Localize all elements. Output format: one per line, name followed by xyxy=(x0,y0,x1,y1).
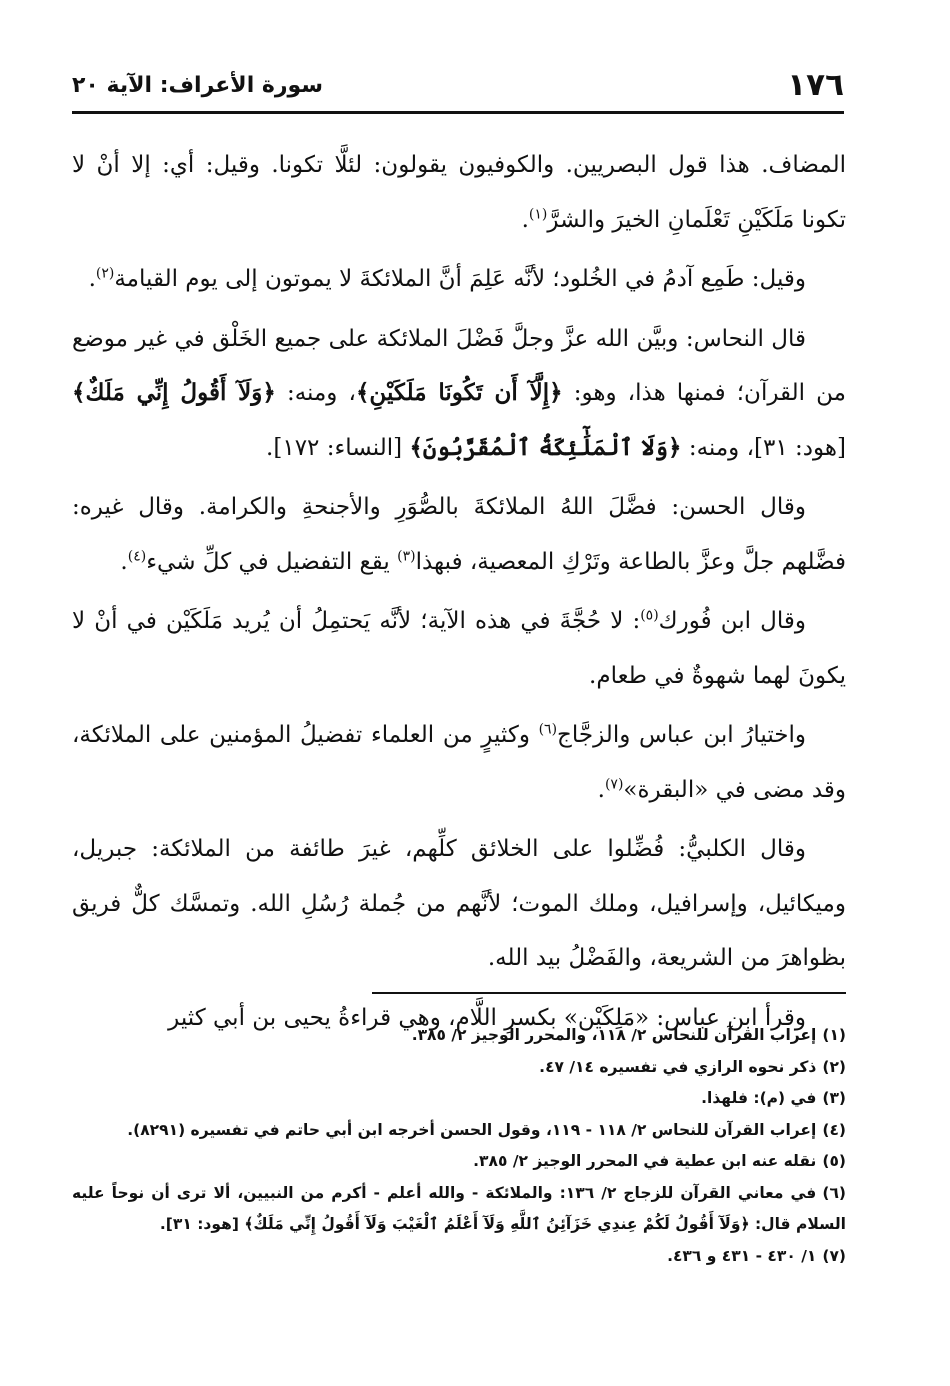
footnote-text: إعراب القرآن للنحاس ٢/ ١١٨، والمحرر الوجيز ٢/ ٣٨٥. xyxy=(411,1026,817,1044)
footnote-5 xyxy=(72,1146,846,1178)
footnote-7 xyxy=(72,1241,846,1273)
footnote-number: (١) xyxy=(822,1026,846,1044)
quran-verse: ﴿إِلَّآ أَن تَكُونَا مَلَكَيْنِ﴾ xyxy=(355,379,563,406)
paragraph-text: وقال الحسن: فضَّلَ اللهُ الملائكةَ بالصُّوَرِ والأجنحةِ والكرامة. وقال غيره: فضَّلهم جلَّ وعزَّ بالطاعة وتَرْكِ المعصية، فبهذا xyxy=(72,494,846,575)
paragraph-text: ، ومنه: xyxy=(275,380,356,406)
quran-verse: ﴿وَلَآ أَقُولُ إِنِّي مَلَكٌ﴾ xyxy=(72,379,276,406)
page-number: ١٧٦ xyxy=(787,67,844,103)
footnote-ref: (٧) xyxy=(604,775,624,792)
footnote-text: ١/ ٤٣٠ - ٤٣١ و ٤٣٦. xyxy=(667,1246,817,1265)
paragraph-7 xyxy=(72,822,846,986)
paragraph-text: يقع التفضيل في كلِّ شيء xyxy=(146,548,398,575)
footnote-text: في معاني القرآن للزجاج ٢/ ١٣٦: والملائكة - والله أعلم - أكرم من النبيين، ألا ترى أن نوحاً عليه السلام قال: ﴿وَلَآ أَقُولُ لَكُمْ عِندِي خَزَآئِنُ ٱللَّهِ وَلَآ أَعْلَمُ ٱلْغَيْبَ وَلَآ أَقُولُ إِنِّي مَلَكٌ﴾ [هود: ٣١]. xyxy=(72,1183,846,1233)
page-header xyxy=(72,66,844,104)
footnote-ref: (٦) xyxy=(538,721,558,738)
footnote-text: نقله عنه ابن عطية في المحرر الوجيز ٢/ ٣٨٥. xyxy=(473,1152,817,1170)
footnote-ref: (١) xyxy=(528,205,548,222)
footnote-number: (٤) xyxy=(822,1120,846,1139)
paragraph-4 xyxy=(72,480,846,589)
footnote-text: ذكر نحوه الرازي في تفسيره ١٤/ ٤٧. xyxy=(539,1057,817,1076)
footnote-number: (٥) xyxy=(822,1152,846,1170)
footnote-number: (٧) xyxy=(822,1246,846,1265)
paragraph-text: المضاف. هذا قول البصريين. والكوفيون يقولون: لئلَّا تكونا. وقيل: أي: إلا أنْ لا تكونا مَلَكَيْنِ تَعْلَمانِ الخيرَ والشرَّ xyxy=(72,152,846,233)
paragraph-2 xyxy=(72,252,846,307)
footnote-number: (٢) xyxy=(822,1057,846,1076)
paragraph-text: [النساء: ١٧٢]. xyxy=(266,434,410,461)
footnote-3 xyxy=(72,1083,846,1115)
paragraph-3 xyxy=(72,312,846,476)
paragraph-end: . xyxy=(597,776,605,803)
paragraph-text: واختيارُ ابن عباس والزجَّاج xyxy=(557,722,806,748)
paragraph-end: . xyxy=(120,548,128,575)
footnote-text: إعراب القرآن للنحاس ٢/ ١١٨ - ١١٩، وقول الحسن أخرجه ابن أبي حاتم في تفسيره (٨٢٩١). xyxy=(127,1120,817,1139)
footnotes xyxy=(72,1020,846,1272)
quran-verse: ﴿وَلَا ٱلْمَلَٰٓئِكَةُ ٱلْمُقَرَّبُونَ﴾ xyxy=(409,433,682,461)
paragraph-5 xyxy=(72,594,846,703)
footnote-6 xyxy=(72,1178,846,1241)
footnote-ref: (٥) xyxy=(640,607,659,624)
paragraph-text: وقال الكلبيُّ: فُضِّلوا على الخلائق كلِّهم، غيرَ طائفة من الملائكة: جبريل، وميكائيل، وإسرافيل، وملك الموت؛ لأنَّهم من جُملة رُسُلِ الله. وتمسَّك كلٌّ فريق بظواهرَ من الشريعة، والفَضْلُ بيد الله. xyxy=(72,836,846,971)
paragraph-end: . xyxy=(521,206,529,233)
paragraph-text: وقيل: طَمِع آدمُ في الخُلود؛ لأنَّه عَلِمَ أنَّ الملائكةَ لا يموتون إلى يوم القيامة xyxy=(114,266,806,292)
footnote-number: (٣) xyxy=(822,1089,846,1107)
main-text xyxy=(72,138,846,1050)
paragraph-1 xyxy=(72,138,846,247)
paragraph-text: : لا حُجَّةَ في هذه الآية؛ لأنَّه يَحتمِلُ أن يُريد مَلَكَيْن في أنْ لا يكونَ لهما شهوةٌ في طعام. xyxy=(72,608,846,689)
running-title: سورة الأعراف: الآية ٢٠ xyxy=(72,72,323,98)
paragraph-text: [هود: ٣١]، ومنه: xyxy=(681,434,846,461)
footnote-ref: (٢) xyxy=(95,265,115,282)
footnote-4 xyxy=(72,1115,846,1147)
footnote-ref: (٣) xyxy=(397,547,416,564)
footnote-number: (٦) xyxy=(822,1183,846,1202)
footnote-1 xyxy=(72,1020,846,1052)
paragraph-6 xyxy=(72,708,846,817)
footnote-separator xyxy=(372,992,846,994)
paragraph-end: . xyxy=(88,266,96,292)
paragraph-text: وقرأ ابن عباس: «مَلِكَيْن» بكسرِ اللَّام، وهي قراءةُ يحيى بن أبي كثير xyxy=(168,1004,806,1031)
footnote-ref: (٤) xyxy=(127,547,147,564)
footnote-text: في (م): فلهذا. xyxy=(701,1089,817,1107)
footnote-2 xyxy=(72,1052,846,1084)
paragraph-text: وكثيرٍ من العلماء تفضيلُ المؤمنين على الملائكة، وقد مضى في «البقرة» xyxy=(72,722,846,803)
paragraph-text: وقال ابن فُورك xyxy=(658,608,806,634)
paragraph-text: قال النحاس: وبيَّن الله عزَّ وجلَّ فَضْلَ الملائكة على جميع الخَلْق في غير موضع من القرآن؛ فمنها هذا، وهو: xyxy=(72,325,846,406)
header-rule xyxy=(72,111,844,114)
